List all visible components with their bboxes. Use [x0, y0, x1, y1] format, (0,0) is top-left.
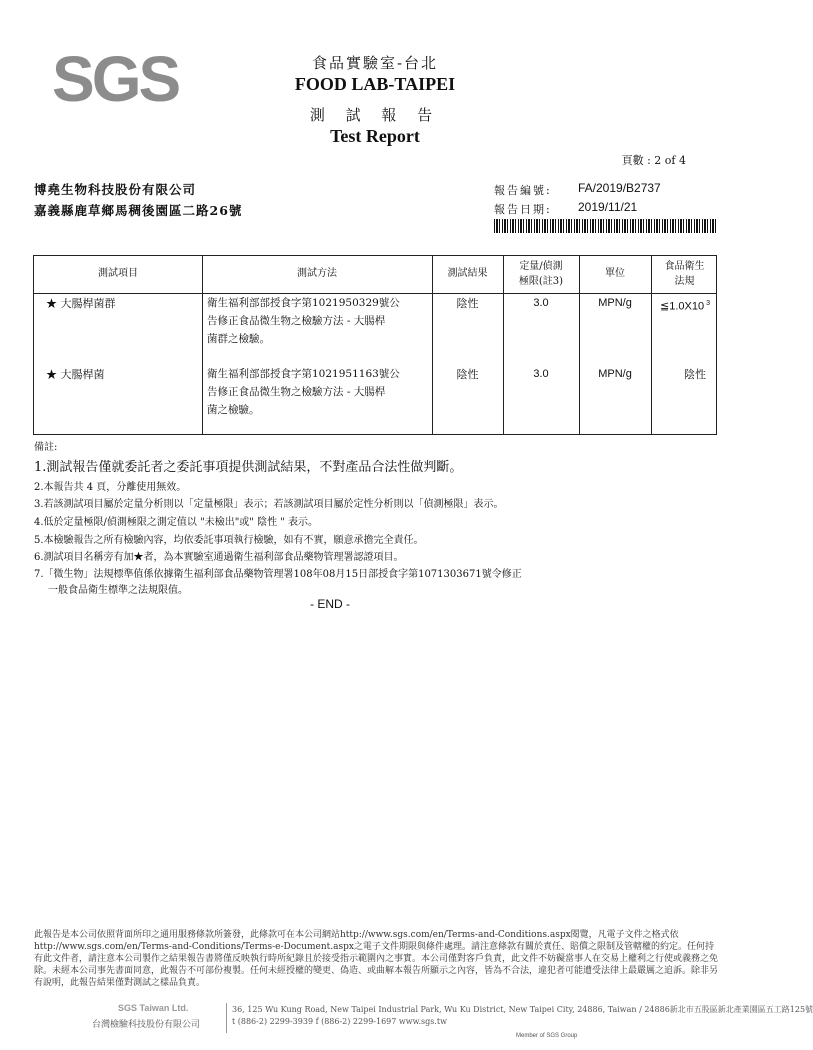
- disclaimer-text: 此報告是本公司依照背面所印之通用服務條款所簽發，此條款可在本公司網站http://www.sgs.com/en/Terms-and-Conditions.aspx閱覽，凡電子文件之格式依http://www.sgs.com/en/Terms-and-Conditions/Terms-e-Document.aspx之電子文件期限與條件處理。請注意條款有關於責任、賠償之限制及管轄權的約定。任何持有此文件者，請注意本公司製作之結果報告書將僅反映執行時所紀錄且於接受指示範圍內之事實。本公司僅對客戶負責，此文件不妨礙當事人在交易上權利之行使或義務之免除。未經本公司事先書面同意，此報告不可部份複製。任何未經授權的變更、偽造、或曲解本報告所顯示之內容，皆為不合法，違犯者可能遭受法律上最嚴厲之追訴。除非另有說明，此報告結果僅對測試之樣品負責。: [34, 930, 719, 988]
- row-1-standard: [660, 294, 710, 317]
- row-1-result: 陰性: [456, 297, 479, 310]
- note-item: 一般食品衛生標準之法規限值。: [48, 585, 188, 596]
- row-1-standard-exponent: 3: [706, 300, 710, 307]
- header-item: 測試項目: [98, 268, 138, 279]
- row-1-standard-value: ≦1.0X10: [660, 300, 705, 313]
- row-2-item: ★ 大腸桿菌: [46, 368, 105, 381]
- row-2-method-line1: 衛生福利部部授食字第1021951163號公: [207, 368, 400, 380]
- lab-name-english: FOOD LAB-TAIPEI: [294, 74, 456, 94]
- table-divider: [202, 256, 203, 434]
- row-1-method-line1: 衛生福利部部授食字第1021950329號公: [207, 297, 400, 309]
- footer-member-note: Member of SGS Group: [516, 1033, 578, 1039]
- row-1-method-line3: 菌群之檢驗。: [207, 333, 270, 345]
- header-standard-line2: 法規: [674, 276, 695, 287]
- row-2-method-line3: 菌之檢驗。: [207, 404, 260, 416]
- barcode: [494, 219, 716, 233]
- header-unit: 單位: [605, 268, 625, 279]
- footer-company-english: SGS Taiwan Ltd.: [118, 1003, 189, 1013]
- row-1-limit: 3.0: [533, 297, 549, 309]
- note-item: 5.本檢驗報告之所有檢驗內容，均依委託事項執行檢驗，如有不實，願意承擔完全責任。: [34, 535, 424, 546]
- row-2-method-line2: 告修正食品微生物之檢驗方法 - 大腸桿: [207, 386, 386, 398]
- report-title-chinese: 測 試 報 告: [309, 106, 441, 124]
- footer-company-chinese: 台灣檢驗科技股份有限公司: [92, 1020, 201, 1030]
- report-number-label: 報告編號:: [494, 184, 552, 197]
- header-limit-line1: 定量/偵測: [519, 261, 563, 272]
- notes-label: 備註:: [34, 442, 58, 453]
- note-item: 7.「微生物」法規標準值係依據衛生福利部食品藥物管理署108年08月15日部授食字第1071303671號令修正: [34, 569, 522, 580]
- row-2-result: 陰性: [456, 368, 479, 381]
- client-name: 博堯生物科技股份有限公司: [34, 182, 197, 197]
- results-table: [33, 255, 717, 435]
- client-address: 嘉義縣鹿草鄉馬稠後園區二路26號: [34, 203, 243, 218]
- table-divider: [432, 256, 433, 434]
- footer-divider: [226, 1003, 227, 1033]
- note-item: 6.測試項目名稱旁有加★者，為本實驗室通過衛生福利部食品藥物管理署認證項目。: [34, 552, 404, 563]
- header-method: 測試方法: [297, 268, 337, 279]
- footer-address: 36, 125 Wu Kung Road, New Taipei Industrial Park, Wu Ku District, New Taipei City, 24886, Taiwan / 24886新北市五股區新北產業園區五工路125號: [232, 1005, 813, 1014]
- table-divider: [579, 256, 580, 434]
- header-standard-line1: 食品衛生: [664, 261, 705, 272]
- note-item: 2.本報告共 4 頁，分離使用無效。: [34, 482, 187, 493]
- end-mark: - END -: [310, 597, 350, 611]
- page-count: 頁數 : 2 of 4: [621, 154, 686, 167]
- lab-name-chinese: 食品實驗室-台北: [311, 54, 439, 72]
- report-number-value: FA/2019/B2737: [578, 181, 661, 195]
- row-1-item: ★ 大腸桿菌群: [46, 297, 116, 310]
- row-1-unit: MPN/g: [598, 297, 632, 309]
- report-date-value: 2019/11/21: [578, 200, 638, 214]
- sgs-logo: SGS: [52, 43, 179, 115]
- footer-contact: t (886-2) 2299-3939 f (886-2) 2299-1697 www.sgs.tw: [232, 1017, 447, 1026]
- note-item: 1.測試報告僅就委託者之委託事項提供測試結果，不對產品合法性做判斷。: [34, 460, 463, 475]
- row-1-method-line2: 告修正食品微生物之檢驗方法 - 大腸桿: [207, 315, 386, 327]
- row-2-standard: 陰性: [684, 368, 706, 381]
- row-2-unit: MPN/g: [598, 368, 632, 380]
- row-2-limit: 3.0: [533, 368, 549, 380]
- report-date-label: 報告日期:: [494, 203, 552, 216]
- note-item: 4.低於定量極限/偵測極限之測定值以 "未檢出"或" 陰性 " 表示。: [34, 517, 319, 528]
- header-limit-line2: 極限(註3): [518, 276, 564, 287]
- report-title-english: Test Report: [330, 126, 420, 146]
- note-item: 3.若該測試項目屬於定量分析則以「定量極限」表示；若該測試項目屬於定性分析則以「偵測極限」表示。: [34, 499, 504, 510]
- header-result: 測試結果: [447, 268, 488, 279]
